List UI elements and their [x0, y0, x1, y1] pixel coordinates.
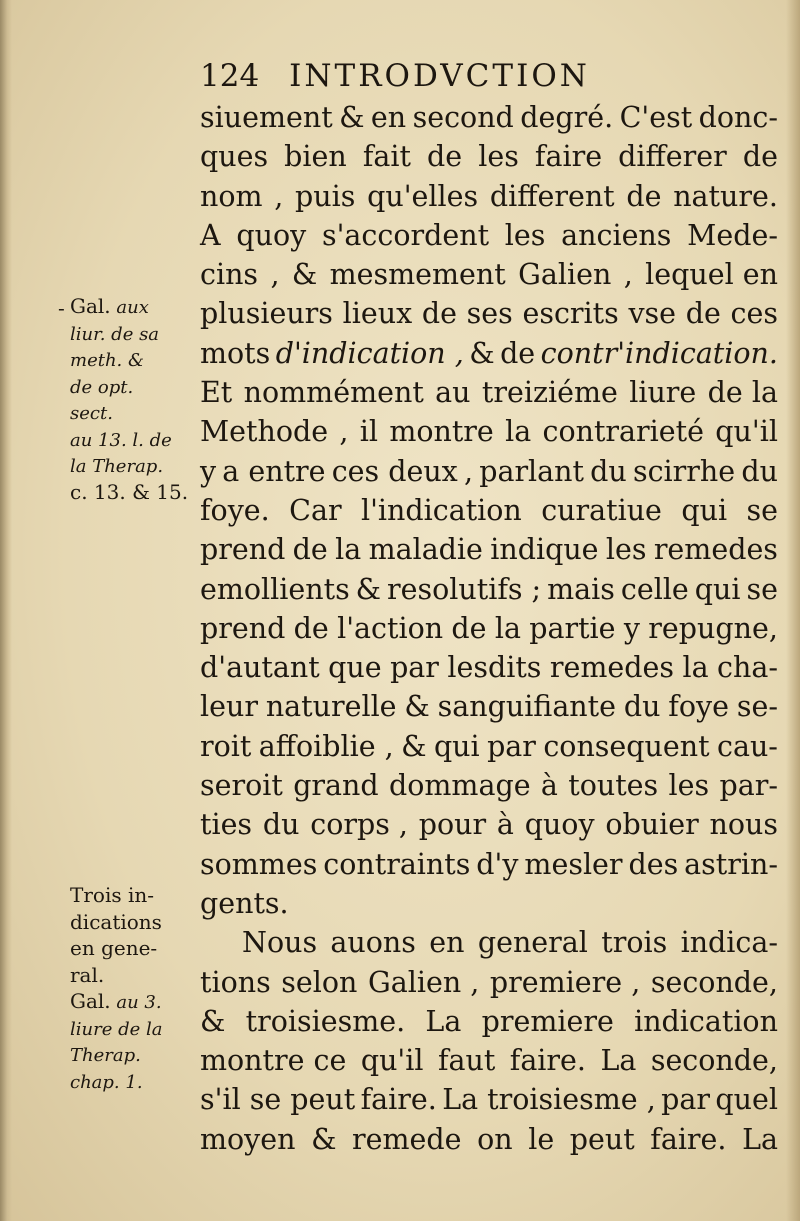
word: consequent [543, 729, 710, 763]
word: roit [200, 729, 252, 763]
word: puis [295, 179, 356, 213]
word: affoiblie , [258, 729, 394, 763]
word: prend [200, 533, 286, 567]
word: de [742, 140, 778, 174]
word: naturelle [265, 690, 397, 724]
marginal-line [70, 320, 198, 347]
word: quel [715, 1083, 778, 1117]
word: remedes [653, 533, 778, 567]
word: seconde, [650, 1044, 778, 1078]
running-head [200, 56, 770, 96]
word: Car [289, 493, 342, 527]
page-number: 124 [200, 58, 260, 94]
word: pour [418, 808, 487, 842]
word: premiere , [489, 965, 641, 999]
word: grand [293, 769, 379, 803]
word: faire. [650, 1122, 727, 1156]
marginal-italic-text: sect. [70, 403, 113, 424]
text-line [200, 177, 778, 216]
word: emollients [200, 572, 350, 606]
word: du [741, 454, 778, 488]
word: que [328, 651, 382, 685]
word: se [746, 572, 778, 606]
marginal-roman-text: Gal. [70, 989, 111, 1013]
word: la [335, 533, 362, 567]
word: de [427, 140, 463, 174]
word: qu'il [360, 1044, 424, 1078]
word: ses [466, 297, 513, 331]
word: les [478, 140, 519, 174]
word: remede [352, 1122, 462, 1156]
word: selon [281, 965, 358, 999]
word: , [270, 258, 280, 292]
marginal-note-galien-references [70, 293, 198, 505]
word: l'action [337, 611, 444, 645]
word: Et [200, 376, 233, 410]
marginal-line [70, 962, 198, 989]
word: au [435, 376, 471, 410]
word: à [540, 769, 558, 803]
marginal-italic-text: meth. & [70, 350, 145, 371]
marginal-line [70, 293, 198, 320]
word: parlant [479, 454, 584, 488]
word: obuier [605, 808, 699, 842]
word: montre ce [200, 1044, 347, 1078]
word: de [685, 297, 721, 331]
word: qu'il [715, 415, 778, 449]
word: & [469, 336, 495, 370]
word: par [661, 1083, 711, 1117]
word: Galien , [368, 965, 480, 999]
running-title: INTRODVCTION [289, 58, 590, 94]
word: differer [618, 140, 727, 174]
word: cha- [717, 651, 778, 685]
word: fait [362, 140, 411, 174]
main-text-block [200, 98, 778, 1159]
word: premiere [481, 1004, 614, 1038]
page-edge-shadow [786, 0, 800, 1221]
word: de [500, 336, 536, 370]
word: qui [694, 572, 741, 606]
marginal-italic-text: liure de la [70, 1018, 163, 1040]
word: par- [719, 769, 778, 803]
word: des [628, 847, 679, 881]
word: la [682, 651, 709, 685]
word: trois [601, 926, 668, 960]
text-line [200, 1120, 778, 1159]
text-line [200, 570, 778, 609]
word: different [489, 179, 615, 213]
marginal-roman-text: dications [70, 909, 162, 934]
marginal-italic-text: la Therap. [70, 456, 164, 477]
text-line [200, 373, 778, 412]
word: treiziéme [481, 376, 618, 410]
word: toutes [568, 769, 659, 803]
word: de [451, 611, 487, 645]
word: de [421, 297, 457, 331]
word: lieux [342, 297, 413, 331]
word: remedes [549, 651, 674, 685]
word: faire. [509, 1044, 586, 1078]
word: quoy [236, 218, 307, 252]
word: mesmement [329, 258, 506, 292]
word: se [746, 493, 778, 527]
word: , [274, 179, 284, 213]
word: y [623, 611, 640, 645]
word: dommage [389, 769, 531, 803]
word: d'indication , [275, 336, 464, 370]
word: bien [284, 140, 347, 174]
marginal-line [70, 346, 198, 373]
word: scirrhe [632, 454, 736, 488]
text-line [200, 609, 778, 648]
marginal-line [70, 1068, 198, 1095]
marginal-roman-text: c. 13. & 15. [70, 479, 189, 504]
marginal-line [70, 452, 198, 479]
word: seconde, [650, 965, 778, 999]
word: faire. [360, 1083, 437, 1117]
page-gutter-shadow [0, 0, 12, 1221]
marginal-italic-text: au 3. [110, 992, 162, 1013]
word: troisiesme. [245, 1004, 406, 1038]
word: moyen [200, 1122, 296, 1156]
word: foye [668, 690, 729, 724]
marginal-line [70, 1041, 198, 1068]
word: de [292, 533, 328, 567]
marginal-roman-text: Gal. [70, 294, 111, 318]
word: en [370, 101, 407, 134]
word: a entre [222, 454, 326, 488]
word: La [742, 1122, 778, 1156]
word: du [262, 808, 300, 842]
text-line [200, 727, 778, 766]
word: en [429, 926, 465, 960]
word: contr'indication. [540, 336, 778, 370]
word: repugne, [648, 611, 778, 645]
word: mesler [524, 847, 623, 881]
marginal-italic-text: de opt. [70, 376, 134, 398]
marginal-line [70, 399, 198, 426]
word: & [339, 101, 365, 134]
word: les [668, 769, 710, 803]
text-line [200, 255, 778, 294]
word: liure [629, 376, 697, 410]
word: nom [200, 179, 263, 213]
word: ties [200, 808, 253, 842]
word: mots [200, 336, 271, 370]
word: resolutifs ; [387, 572, 542, 606]
word: par [390, 651, 439, 685]
word: indica- [680, 926, 778, 960]
marginal-italic-text: au 13. l. de [70, 429, 172, 451]
word: La troisiesme , [442, 1083, 656, 1117]
word: se- [736, 690, 778, 724]
marginal-line [70, 935, 198, 962]
word: mais [547, 572, 615, 606]
word: peut [569, 1122, 635, 1156]
marginal-roman-text: ral. [70, 962, 105, 987]
word: ces [730, 297, 778, 331]
word: auons [330, 926, 416, 960]
text-line [200, 294, 778, 333]
text-line [200, 1041, 778, 1080]
margin-dash: - [58, 296, 65, 320]
word: nature. [673, 179, 778, 213]
word: , [339, 415, 349, 449]
word: Methode [200, 415, 329, 449]
text-line [200, 412, 778, 451]
text-line [200, 845, 778, 884]
word: indication [634, 1004, 778, 1038]
word: la [505, 415, 532, 449]
text-line [200, 530, 778, 569]
word: les [504, 218, 546, 252]
text-line [200, 805, 778, 844]
word: montre [389, 415, 494, 449]
word: & [401, 729, 427, 763]
word: & [291, 258, 318, 292]
word: de [293, 611, 329, 645]
word: second [412, 101, 514, 134]
word: C'est [619, 101, 693, 134]
word: cau- [716, 729, 778, 763]
word: La [425, 1004, 462, 1038]
word: degré. [520, 101, 614, 134]
text-line [200, 491, 778, 530]
marginal-note-trois-indications [70, 882, 198, 1094]
word: partie [529, 611, 616, 645]
word: y [200, 454, 217, 488]
marginal-line [70, 988, 198, 1015]
word: corps , [310, 808, 408, 842]
word: indique [490, 533, 599, 567]
text-line [200, 137, 778, 176]
word: de [626, 179, 662, 213]
marginal-italic-text: liur. de sa [70, 323, 160, 345]
word: contrarieté [542, 415, 704, 449]
word: quoy [524, 808, 595, 842]
word: Galien [518, 258, 612, 292]
word: escrits [522, 297, 619, 331]
word: à [496, 808, 514, 842]
word: il [359, 415, 379, 449]
word: vse [628, 297, 677, 331]
marginal-italic-text: chap. 1. [70, 1071, 143, 1093]
word: astrin- [684, 847, 778, 881]
word: leur [200, 690, 258, 724]
marginal-line [70, 479, 198, 506]
marginal-line [70, 882, 198, 909]
word: siuement [200, 101, 333, 134]
word: La [600, 1044, 637, 1078]
word: lequel en [645, 258, 778, 292]
word: gents. [200, 886, 289, 920]
marginal-line [70, 1015, 198, 1042]
text-line [200, 884, 778, 923]
word: par [487, 729, 536, 763]
marginal-line [70, 373, 198, 400]
marginal-line [70, 909, 198, 936]
word: du [590, 454, 627, 488]
word: curatiue [541, 493, 662, 527]
word: , [623, 258, 633, 292]
word: ces deux [331, 454, 458, 488]
word: foye. [200, 493, 270, 527]
word: anciens [561, 218, 672, 252]
text-line [200, 923, 778, 962]
marginal-italic-text: aux [110, 297, 149, 318]
marginal-italic-text: Therap. [70, 1045, 141, 1066]
word: donc- [698, 101, 778, 134]
text-line [200, 963, 778, 1002]
word: du [623, 690, 661, 724]
word: & [311, 1122, 337, 1156]
marginal-roman-text: Trois in- [70, 883, 154, 907]
word: la [494, 611, 521, 645]
word: d'y [476, 847, 519, 881]
word: & [200, 1004, 226, 1038]
word: les [605, 533, 647, 567]
word: sanguifiante [437, 690, 616, 724]
word: plusieurs [200, 297, 333, 331]
text-line [200, 766, 778, 805]
word: ques [200, 140, 269, 174]
word: & [355, 572, 382, 606]
word: prend [200, 611, 286, 645]
word: on [477, 1122, 513, 1156]
word: sommes [200, 847, 318, 881]
word: qui [681, 493, 728, 527]
word: tions [200, 965, 271, 999]
word: A [200, 218, 221, 252]
word: contraints [323, 847, 471, 881]
word: d'autant [200, 651, 320, 685]
word: nommément [243, 376, 424, 410]
word: s'il se peut [200, 1083, 356, 1117]
word: & [404, 690, 430, 724]
word: qu'elles [367, 179, 479, 213]
text-line [200, 334, 778, 373]
word: maladie [368, 533, 483, 567]
text-line [200, 216, 778, 255]
text-line [200, 1002, 778, 1041]
word: lesdits [447, 651, 542, 685]
text-line [200, 648, 778, 687]
word: Mede- [687, 218, 778, 252]
word: general [477, 926, 588, 960]
word: , [463, 454, 474, 488]
word: seroit [200, 769, 283, 803]
marginal-line [70, 426, 198, 453]
marginal-roman-text: en gene- [70, 936, 158, 960]
word: de la [707, 376, 778, 410]
word: nous [709, 808, 778, 842]
word: s'accordent [321, 218, 490, 252]
text-line [200, 687, 778, 726]
word: Nous [242, 926, 318, 960]
word: faut [437, 1044, 496, 1078]
word: le [528, 1122, 555, 1156]
word: faire [534, 140, 603, 174]
word: qui [433, 729, 480, 763]
text-line [200, 1080, 778, 1119]
word: l'indication [360, 493, 522, 527]
text-line [200, 452, 778, 491]
text-line [200, 98, 778, 137]
word: celle [620, 572, 689, 606]
word: cins [200, 258, 259, 292]
